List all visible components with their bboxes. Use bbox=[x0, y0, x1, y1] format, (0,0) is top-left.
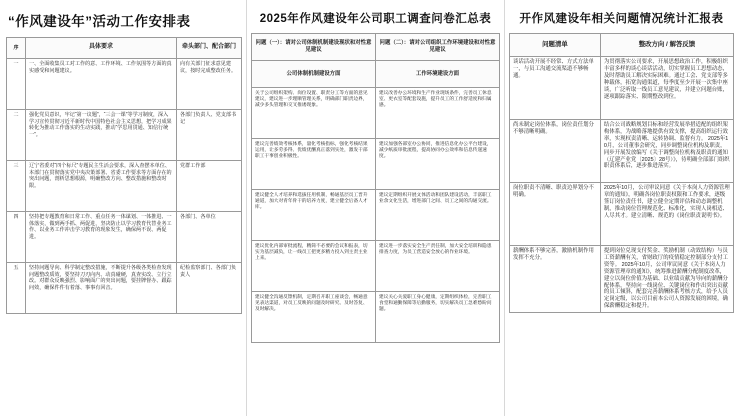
cell-feedback: 提到岗位兑现支付奖金、奖励机制（动效结构）与员工资薪酬有关，省财政厅的疫情稳定控制部分支付工资等。 2025年10月，公司审议同意《关于本岗人力资源管理章的通知》，统筹推进薪酬分配制度改革，建立以岗位价值为基础、以业绩贡献为导向的薪酬分配体系，坚持向一线岗位、关键岗位和作出突出贡献的员工倾斜，配套完善薪酬体系考核方式，给予人员定岗定级，以公司目前本公司人资源发展的困境，确保薪酬稳定和提升。 bbox=[600, 246, 733, 313]
cell-mechanism: 建议健全沟通反馈机制，定期召开职工座谈会，畅通意见表达渠道，对员工反映的问题及时研究、及时答复、及时解决。 bbox=[252, 292, 376, 343]
survey-summary-table bbox=[251, 33, 500, 343]
table-row bbox=[510, 183, 734, 246]
table-header-row bbox=[510, 34, 734, 57]
cell-owner: 纪检监察部门、各部门负责人 bbox=[177, 263, 242, 314]
cell-owner: 各部门负责人、党支部书记 bbox=[177, 110, 242, 161]
cell-owner: 向有关部门征求意见建议，按时完成整改任务。 bbox=[177, 59, 242, 110]
cell-feedback: 为贯彻落实公司要求，开展思想政治工作，积极组织丰富多样的谈心谈话活动，切实掌握员工思想动态，及时帮助员工解决实际困难。通过工会、党支部等多种载体，拓宽沟通渠道，每季度至少开展一次集中座谈，广泛听取一线员工意见建议，并建立问题台账，逐项跟踪落实、限期整改到位。 bbox=[600, 57, 733, 120]
table-row bbox=[7, 212, 242, 263]
cell-index: 四 bbox=[7, 212, 26, 263]
cell-environment: 建议改善办公环境和生产作业现场条件，完善员工休息室、更衣室等配套设施，提升员工的工作舒适度和归属感。 bbox=[376, 88, 500, 139]
panel1-title: “作风建设年”活动工作安排表 bbox=[8, 14, 191, 29]
col-question-two: 问题（二）：请对公司组织工作环境建设和对性意见建议 bbox=[376, 34, 500, 61]
table-header-row bbox=[7, 38, 242, 59]
table-header-row bbox=[252, 34, 500, 61]
cell-owner: 各部门、各单位 bbox=[177, 212, 242, 263]
cell-requirement: 一、全面收集员工对工作的意、工作环境、工作氛围等方面的真实感受和问题建议。 bbox=[26, 59, 177, 110]
subcol-mechanism: 公司体制机制建设方面 bbox=[252, 61, 376, 88]
cell-environment: 建议加强各部室办公协同，推进信息化办公平台建设，减少纸质审批流程，提高协同办公效率和信息传递速度。 bbox=[376, 139, 500, 190]
col-owner: 牵头部门、配合部门 bbox=[177, 38, 242, 59]
col-index: 序 bbox=[7, 38, 26, 59]
cell-feedback: 2025年10月，公司审议同意《关于本岗人力资源管理章的通知》，明确各岗位职责权限和工作要求，逐级签订岗位责任书，建立健全定期评估和动态调整机制，推动岗位管理规范化、标准化，实现人岗相适、人尽其才。建立清晰、规范的《岗位职责说明书》。 bbox=[600, 183, 733, 246]
cell-index: 二 bbox=[7, 110, 26, 161]
cell-mechanism: 建议优化内部审批流程，精简不必要的会议和报表，切实为基层减负，让一线员工把更多精力投入到主责主业上来。 bbox=[252, 241, 376, 292]
col-question-one: 问题（一）：请对公司体制机制建设现状和对性意见建议 bbox=[252, 34, 376, 61]
cell-environment: 建议进一步落实安全生产责任制，加大安全培训和隐患排查力度，为员工营造安全放心的作业环境。 bbox=[376, 241, 500, 292]
cell-issue: 尚未制定岗位体系，岗位责任划分不够清晰明确。 bbox=[510, 120, 601, 183]
panel-work-schedule bbox=[0, 0, 246, 416]
table-row bbox=[252, 190, 500, 241]
cell-feedback: 结合公司战略规划目标和经营发展举措适配的组织架构体系，为战略落地提供有效支撑，提高组织运行效率，实现权责清晰、运转协调、监督有力。 2025年10月，公司董事会研究，同步调整岗位机构及职责，同步开展发放编写《关于调整岗位机构及职责的通知（辽建产业党〔2025〕28号）》，待明确全部部门组织职责体系后，逐步推进落实。 bbox=[600, 120, 733, 183]
cell-mechanism: 关于公司组织架构、岗位设置、职责分工等方面的意见建议，建议进一步理顺管理关系，明确部门职责边界，减少多头管理和交叉推诿现象。 bbox=[252, 88, 376, 139]
table-row bbox=[252, 241, 500, 292]
cell-issue: 薪酬体系不够完善，激励机制作用发挥不充分。 bbox=[510, 246, 601, 313]
table-row bbox=[252, 88, 500, 139]
table-row bbox=[252, 139, 500, 190]
table-row bbox=[7, 59, 242, 110]
col-feedback: 整改方向 / 解答反馈 bbox=[600, 34, 733, 57]
panel3-title: 开作风建设年相关问题情况统计汇报表 bbox=[519, 13, 724, 25]
cell-environment: 建议定期组织开展文体活动和团队建设活动，丰富职工业余文化生活，增进部门之间、员工之间的沟通交流。 bbox=[376, 190, 500, 241]
table-row bbox=[510, 57, 734, 120]
subcol-environment: 工作环境建设方面 bbox=[376, 61, 500, 88]
cell-issue: 岗位职责不清晰、职责边界划分不明确。 bbox=[510, 183, 601, 246]
cell-mechanism: 建议健全人才培养和选拔任用机制，畅通基层员工晋升通道，加大对青年骨干的培养力度，建立健全后备人才库。 bbox=[252, 190, 376, 241]
table-row bbox=[510, 120, 734, 183]
cell-owner: 党群工作部 bbox=[177, 161, 242, 212]
panel-issue-statistics bbox=[504, 0, 740, 416]
table-row bbox=[7, 263, 242, 314]
panel-survey-summary bbox=[246, 0, 504, 416]
cell-requirement: 辽宁省委对“四个标尺”专题民主生活会要求，深入查摆本单位、本部门在贯彻落实党中央决策部署、省委工作要求等方面存在的突出问题，剖析思想根源，明确整改方向、整改措施和整改时限。 bbox=[26, 161, 177, 212]
panel2-title: 2025年作风建设年公司职工调查问卷汇总表 bbox=[259, 13, 492, 25]
cell-environment: 建议关心关爱职工身心健康，定期组织体检，完善职工食堂和通勤保障等后勤服务，切实解决员工急难愁盼问题。 bbox=[376, 292, 500, 343]
issue-statistics-table bbox=[509, 33, 734, 313]
cell-requirement: 坚持问题导向、科学制定整改措施，不断提升各级各类检查发现问题整改质效，要坚持刀刃向内、动真碰硬，真查实改、立行立改。对群众反映强烈、影响面广的突出问题，要挂牌督办、跟踪问效，确保件件有着落、事事有回音。 bbox=[26, 263, 177, 314]
work-schedule-table bbox=[6, 37, 242, 314]
col-requirement: 具体要求 bbox=[26, 38, 177, 59]
cell-mechanism: 建议完善绩效考核体系，量化考核指标，强化考核结果运用，让多劳多得、优绩优酬真正落到实处，激发干部职工干事创业积极性。 bbox=[252, 139, 376, 190]
cell-index: 一 bbox=[7, 59, 26, 110]
col-issue-list: 问题清单 bbox=[510, 34, 601, 57]
cell-index: 五 bbox=[7, 263, 26, 314]
table-row bbox=[7, 110, 242, 161]
table-row bbox=[7, 161, 242, 212]
cell-requirement: 坚持把专题教育和日常工作、重点任务一体谋划、一体推进、一体落实，做到两手抓、两促进，坚决防止以学习教育代替业务工作、以业务工作冲击学习教育的现象发生，确保两不误、两促进。 bbox=[26, 212, 177, 263]
table-subheader-row bbox=[252, 61, 500, 88]
table-row bbox=[252, 292, 500, 343]
cell-issue: 谈话活动开展不经常、方式方法单一，与员工沟通交流渠道不够畅通。 bbox=[510, 57, 601, 120]
table-row bbox=[510, 246, 734, 313]
cell-requirement: 强化党员意识，牢记“第一议题”，“三会一课”等学习制度，深入学习宣传贯彻习近平新时代中国特色社会主义思想，把学习成果转化为推动工作落实的生动实践，推动“学思用贯通、知信行统一”。 bbox=[26, 110, 177, 161]
cell-index: 三 bbox=[7, 161, 26, 212]
